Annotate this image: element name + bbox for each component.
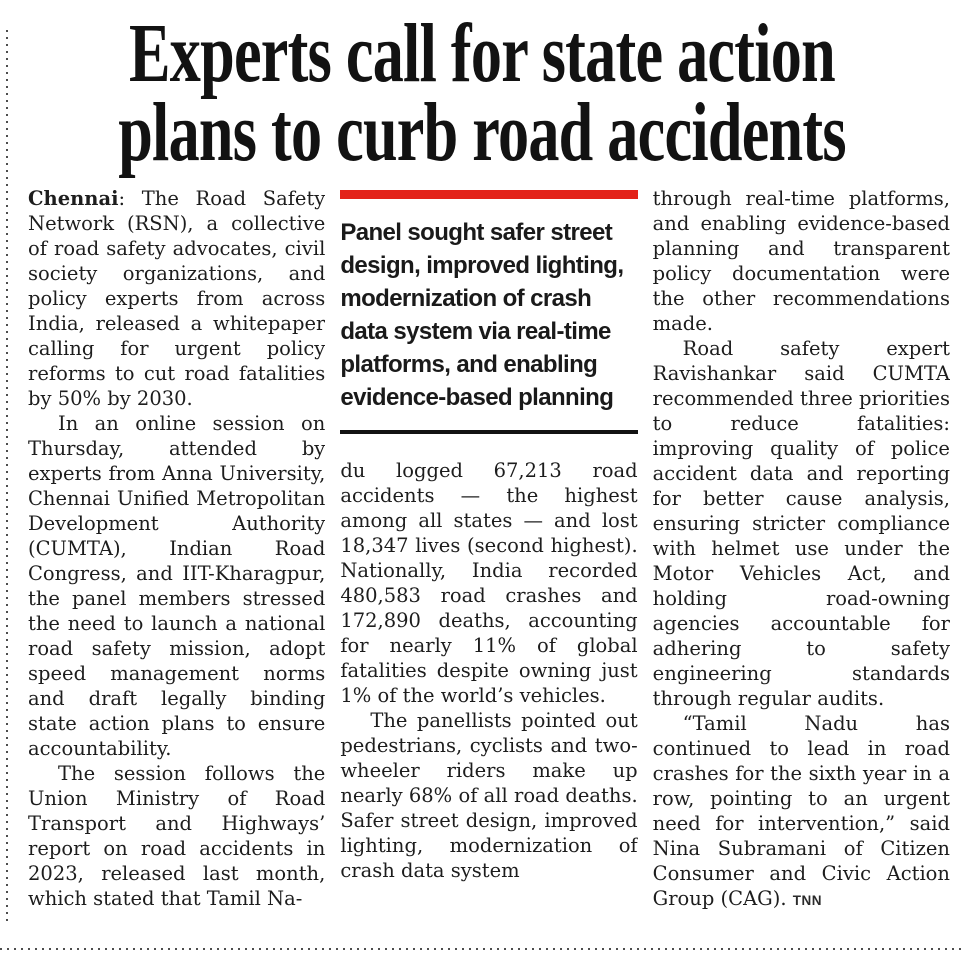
agency-credit: TNN bbox=[792, 893, 822, 908]
pullquote-text: Panel sought safer street design, improved lighting, modernization of crash data system via real-time platforms, and enabling evidence-based planning bbox=[340, 219, 624, 411]
bottom-dotted-border bbox=[0, 948, 964, 950]
column-2 bbox=[340, 186, 637, 924]
paragraph: The panellists pointed out pedestrians, cyclists and two-wheeler riders make up nearly 68% of all road deaths. Safer street design, improved lighting, modernization of crash data system bbox=[340, 709, 638, 882]
article-body bbox=[0, 186, 964, 924]
pullquote-bottom-rule bbox=[340, 430, 637, 434]
paragraph: The session follows the Union Ministry of Road Transport and Highways’ report on road accidents in 2023, released last month, which stated that Tamil Na- bbox=[28, 762, 326, 910]
left-dotted-border bbox=[6, 30, 8, 923]
paragraph-continuation: through real-time platforms, and enabling evidence-based planning and transparent policy documentation were the other recommendations made. bbox=[652, 187, 950, 335]
paragraph-continuation: du logged 67,213 road accidents — the highest among all states — and lost 18,347 lives (second highest). Nationally, India recorded 480,583 road crashes and 172,890 deaths, accounting for nearly 11% of global fatalities despite owning just 1% of the world’s vehicles. bbox=[340, 459, 638, 707]
pullquote-accent-bar bbox=[340, 190, 637, 199]
paragraph-closing bbox=[653, 711, 950, 913]
paragraph: In an online session on Thursday, attended by experts from Anna University, Chennai Unified Metropolitan Development Authority (CUMTA), Indian Road Congress, and IIT-Kharagpur, the panel members stressed the need to launch a national road safety mission, adopt speed management norms and draft legally binding state action plans to ensure accountability. bbox=[28, 412, 326, 760]
paragraph-lead-text: : The Road Safety Network (RSN), a collective of road safety advocates, civil society organizations, and policy experts from across India, released a whitepaper calling for urgent policy reforms to cut road fatalities by 50% by 2030. bbox=[28, 187, 326, 410]
headline-line-2-text: plans to curb road accidents bbox=[118, 86, 846, 179]
pullquote bbox=[340, 190, 637, 434]
paragraph: Road safety expert Ravishankar said CUMTA recommended three priorities to reduce fatalities: improving quality of police accident data and reporting for better cause analysis, ensuring stricter compliance with helmet use under the Motor Vehicles Act, and holding road-owning agencies accountable for adhering to safety engineering standards through regular audits. bbox=[652, 337, 950, 710]
headline-line-1-text: Experts call for state action bbox=[129, 7, 835, 100]
headline-line-1 bbox=[0, 7, 964, 100]
headline-line-2 bbox=[0, 86, 964, 179]
headline bbox=[0, 7, 964, 179]
column-3 bbox=[653, 186, 950, 924]
dateline: Chennai bbox=[28, 187, 119, 210]
column-1 bbox=[28, 186, 325, 924]
closing-quote-text: “Tamil Nadu has continued to lead in road crashes for the sixth year in a row, pointing to an urgent need for intervention,” said Nina Subramani of Citizen Consumer and Civic Action Group (CAG). bbox=[652, 712, 950, 910]
paragraph-lead bbox=[28, 186, 325, 411]
